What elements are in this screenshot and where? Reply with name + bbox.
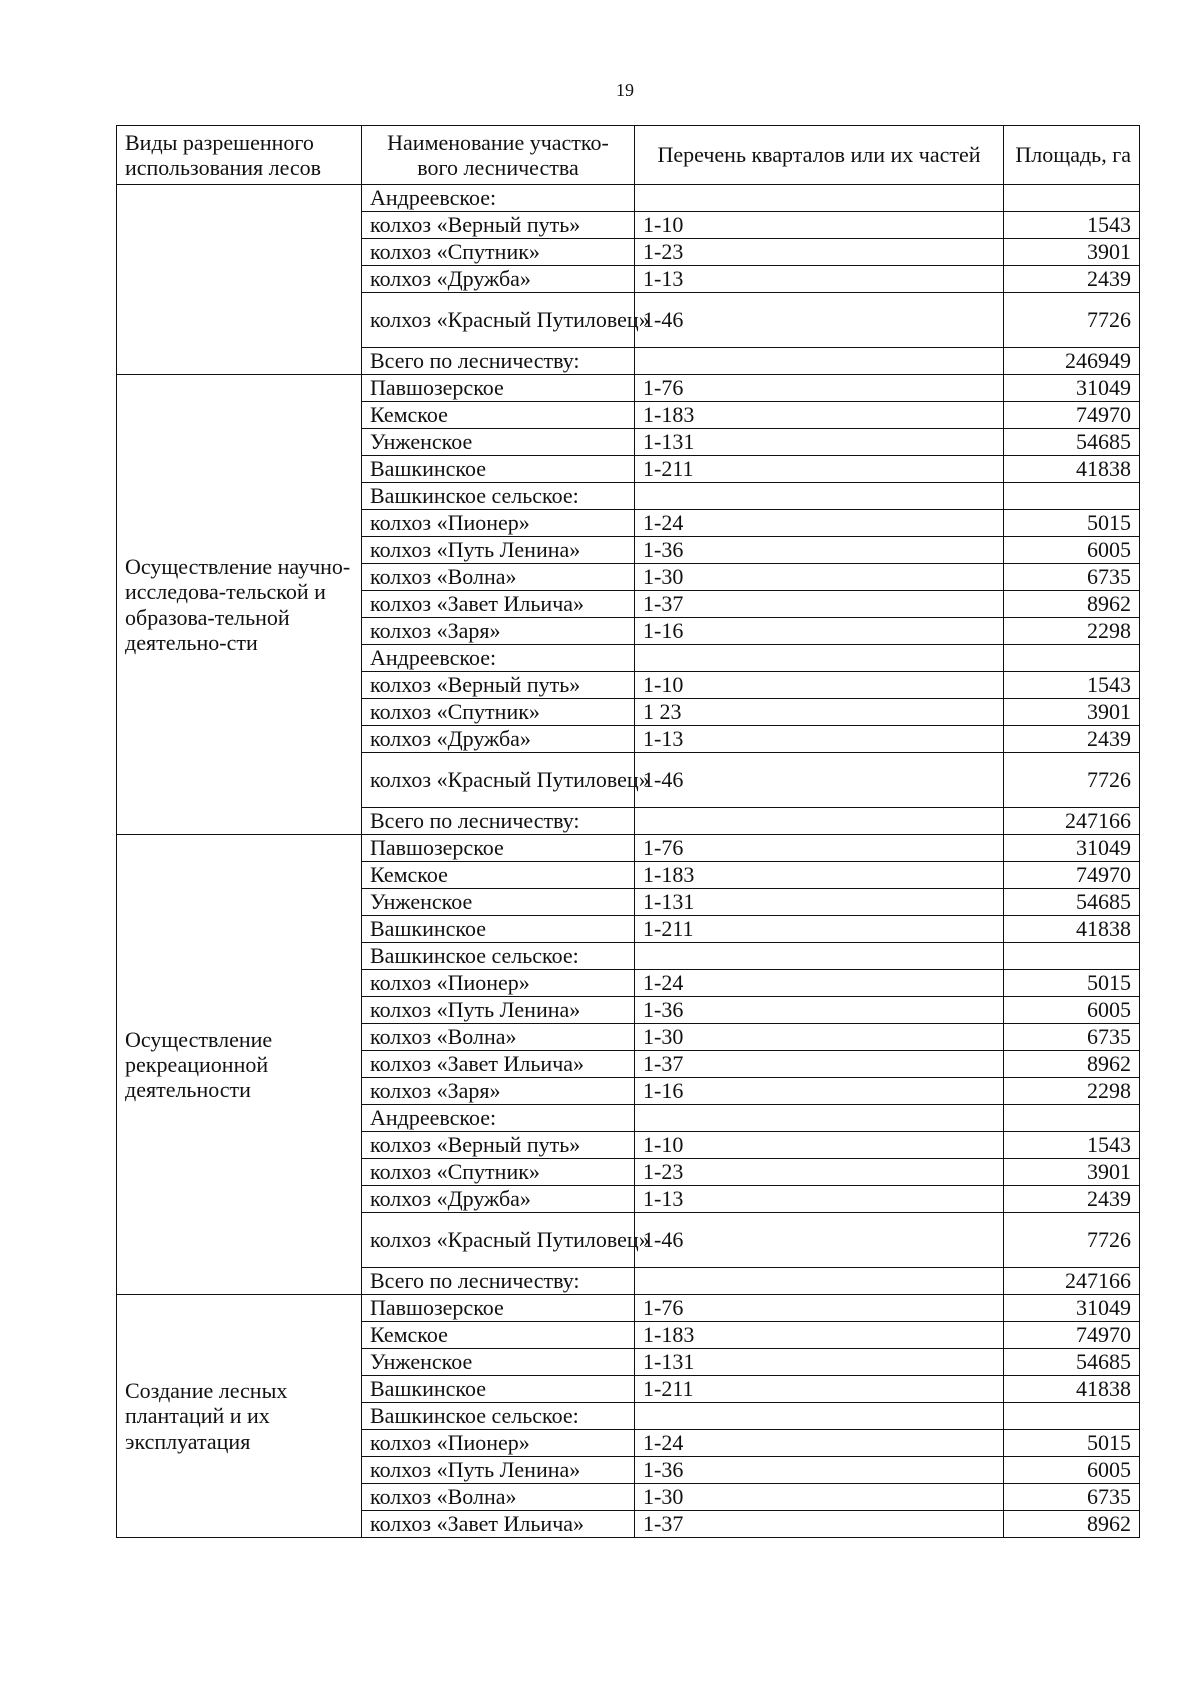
quarters-cell: 1-16: [635, 618, 1004, 645]
area-cell: 74970: [1004, 402, 1140, 429]
quarters-cell: 1-10: [635, 1132, 1004, 1159]
quarters-cell: 1-36: [635, 537, 1004, 564]
forestry-name-cell: колхоз «Пионер»: [362, 970, 635, 997]
forestry-name-cell: Павшозерское: [362, 1295, 635, 1322]
quarters-cell: 1-76: [635, 835, 1004, 862]
header-forestry-name: Наименование участко-вого лесничества: [362, 126, 635, 185]
forestry-name-cell: колхоз «Дружба»: [362, 266, 635, 293]
area-cell: 54685: [1004, 889, 1140, 916]
forestry-name-cell: колхоз «Верный путь»: [362, 1132, 635, 1159]
area-cell: 1543: [1004, 672, 1140, 699]
quarters-cell: 1-183: [635, 862, 1004, 889]
area-cell: 6005: [1004, 1457, 1140, 1484]
quarters-cell: [635, 185, 1004, 212]
area-cell: 6005: [1004, 997, 1140, 1024]
forest-use-table: [116, 125, 1140, 1538]
forestry-name-cell: колхоз «Красный Путиловец»: [362, 753, 635, 808]
forestry-name-cell: колхоз «Пионер»: [362, 1430, 635, 1457]
forestry-name-cell: колхоз «Спутник»: [362, 699, 635, 726]
quarters-cell: 1-10: [635, 212, 1004, 239]
area-cell: 54685: [1004, 429, 1140, 456]
area-cell: 246949: [1004, 348, 1140, 375]
forestry-name-cell: Всего по лесничеству:: [362, 808, 635, 835]
area-cell: 5015: [1004, 970, 1140, 997]
usage-type-cell: Осуществление рекреационной деятельности: [117, 835, 362, 1295]
forestry-name-cell: колхоз «Волна»: [362, 1024, 635, 1051]
usage-type-cell: [117, 185, 362, 375]
quarters-cell: 1-36: [635, 1457, 1004, 1484]
area-cell: 74970: [1004, 862, 1140, 889]
forestry-name-cell: Кемское: [362, 1322, 635, 1349]
quarters-cell: [635, 348, 1004, 375]
area-cell: 7726: [1004, 1213, 1140, 1268]
quarters-cell: 1-76: [635, 1295, 1004, 1322]
forestry-name-cell: Павшозерское: [362, 375, 635, 402]
forestry-name-cell: колхоз «Пионер»: [362, 510, 635, 537]
quarters-cell: [635, 943, 1004, 970]
quarters-cell: 1-24: [635, 970, 1004, 997]
quarters-cell: 1-37: [635, 591, 1004, 618]
forestry-name-cell: колхоз «Заря»: [362, 1078, 635, 1105]
area-cell: 2439: [1004, 1186, 1140, 1213]
quarters-cell: 1-46: [635, 293, 1004, 348]
area-cell: 7726: [1004, 753, 1140, 808]
quarters-cell: 1-131: [635, 1349, 1004, 1376]
area-cell: 1543: [1004, 212, 1140, 239]
area-cell: 7726: [1004, 293, 1140, 348]
forestry-name-cell: Вашкинское сельское:: [362, 1403, 635, 1430]
table-body: [117, 185, 1140, 1538]
quarters-cell: 1-183: [635, 402, 1004, 429]
quarters-cell: 1-13: [635, 1186, 1004, 1213]
forestry-name-cell: колхоз «Дружба»: [362, 1186, 635, 1213]
table-row: [117, 375, 1140, 402]
quarters-cell: 1 23: [635, 699, 1004, 726]
usage-type-cell: Создание лесных плантаций и их эксплуатация: [117, 1295, 362, 1538]
forestry-name-cell: колхоз «Красный Путиловец»: [362, 293, 635, 348]
area-cell: 6735: [1004, 564, 1140, 591]
area-cell: 6735: [1004, 1484, 1140, 1511]
area-cell: 2439: [1004, 726, 1140, 753]
header-row: [117, 126, 1140, 185]
quarters-cell: 1-30: [635, 564, 1004, 591]
quarters-cell: 1-13: [635, 266, 1004, 293]
quarters-cell: 1-16: [635, 1078, 1004, 1105]
forestry-name-cell: Унженское: [362, 889, 635, 916]
area-cell: [1004, 645, 1140, 672]
quarters-cell: 1-211: [635, 1376, 1004, 1403]
quarters-cell: 1-24: [635, 510, 1004, 537]
area-cell: 5015: [1004, 1430, 1140, 1457]
forestry-name-cell: Вашкинское: [362, 1376, 635, 1403]
area-cell: 247166: [1004, 808, 1140, 835]
forestry-name-cell: колхоз «Дружба»: [362, 726, 635, 753]
forestry-name-cell: Вашкинское: [362, 916, 635, 943]
quarters-cell: 1-46: [635, 753, 1004, 808]
quarters-cell: 1-24: [635, 1430, 1004, 1457]
area-cell: 31049: [1004, 835, 1140, 862]
forestry-name-cell: колхоз «Красный Путиловец»: [362, 1213, 635, 1268]
forestry-name-cell: колхоз «Путь Ленина»: [362, 1457, 635, 1484]
forestry-name-cell: колхоз «Завет Ильича»: [362, 1051, 635, 1078]
area-cell: 54685: [1004, 1349, 1140, 1376]
quarters-cell: 1-23: [635, 1159, 1004, 1186]
quarters-cell: 1-30: [635, 1024, 1004, 1051]
forestry-name-cell: Унженское: [362, 1349, 635, 1376]
forestry-name-cell: колхоз «Заря»: [362, 618, 635, 645]
forestry-name-cell: Вашкинское сельское:: [362, 943, 635, 970]
forestry-name-cell: Андреевское:: [362, 1105, 635, 1132]
quarters-cell: [635, 1268, 1004, 1295]
quarters-cell: 1-131: [635, 889, 1004, 916]
quarters-cell: [635, 808, 1004, 835]
area-cell: 31049: [1004, 375, 1140, 402]
area-cell: 3901: [1004, 239, 1140, 266]
forestry-name-cell: колхоз «Путь Ленина»: [362, 537, 635, 564]
quarters-cell: 1-211: [635, 916, 1004, 943]
area-cell: 3901: [1004, 699, 1140, 726]
area-cell: 247166: [1004, 1268, 1140, 1295]
quarters-cell: [635, 645, 1004, 672]
forestry-name-cell: колхоз «Спутник»: [362, 1159, 635, 1186]
forestry-name-cell: колхоз «Волна»: [362, 1484, 635, 1511]
quarters-cell: 1-23: [635, 239, 1004, 266]
table-row: [117, 1295, 1140, 1322]
forestry-name-cell: Унженское: [362, 429, 635, 456]
forestry-name-cell: Кемское: [362, 862, 635, 889]
forestry-name-cell: Всего по лесничеству:: [362, 348, 635, 375]
area-cell: [1004, 1403, 1140, 1430]
area-cell: 31049: [1004, 1295, 1140, 1322]
quarters-cell: 1-76: [635, 375, 1004, 402]
area-cell: 3901: [1004, 1159, 1140, 1186]
forestry-name-cell: колхоз «Спутник»: [362, 239, 635, 266]
area-cell: 1543: [1004, 1132, 1140, 1159]
usage-type-cell: Осуществление научно-исследова-тельской и образова-тельной деятельно-сти: [117, 375, 362, 835]
area-cell: [1004, 185, 1140, 212]
area-cell: 8962: [1004, 1511, 1140, 1538]
area-cell: 2298: [1004, 1078, 1140, 1105]
area-cell: 6735: [1004, 1024, 1140, 1051]
area-cell: 2298: [1004, 618, 1140, 645]
forestry-name-cell: Андреевское:: [362, 185, 635, 212]
header-usage-type: Виды разрешенного использования лесов: [117, 126, 362, 185]
forestry-name-cell: Вашкинское сельское:: [362, 483, 635, 510]
quarters-cell: 1-10: [635, 672, 1004, 699]
area-cell: 8962: [1004, 591, 1140, 618]
header-area: Площадь, га: [1004, 126, 1140, 185]
quarters-cell: 1-131: [635, 429, 1004, 456]
forestry-name-cell: Павшозерское: [362, 835, 635, 862]
quarters-cell: 1-30: [635, 1484, 1004, 1511]
forestry-name-cell: колхоз «Волна»: [362, 564, 635, 591]
area-cell: [1004, 483, 1140, 510]
quarters-cell: 1-13: [635, 726, 1004, 753]
area-cell: 74970: [1004, 1322, 1140, 1349]
area-cell: 41838: [1004, 916, 1140, 943]
quarters-cell: 1-37: [635, 1511, 1004, 1538]
forestry-name-cell: Всего по лесничеству:: [362, 1268, 635, 1295]
forestry-name-cell: Кемское: [362, 402, 635, 429]
quarters-cell: 1-183: [635, 1322, 1004, 1349]
forestry-name-cell: Андреевское:: [362, 645, 635, 672]
page-number: 19: [616, 80, 634, 100]
table-row: [117, 835, 1140, 862]
forestry-name-cell: Вашкинское: [362, 456, 635, 483]
quarters-cell: 1-46: [635, 1213, 1004, 1268]
area-cell: 6005: [1004, 537, 1140, 564]
area-cell: 41838: [1004, 1376, 1140, 1403]
area-cell: 41838: [1004, 456, 1140, 483]
quarters-cell: 1-211: [635, 456, 1004, 483]
forestry-name-cell: колхоз «Верный путь»: [362, 672, 635, 699]
quarters-cell: [635, 483, 1004, 510]
forestry-name-cell: колхоз «Верный путь»: [362, 212, 635, 239]
forestry-name-cell: колхоз «Завет Ильича»: [362, 1511, 635, 1538]
forestry-name-cell: колхоз «Путь Ленина»: [362, 997, 635, 1024]
area-cell: [1004, 943, 1140, 970]
quarters-cell: 1-36: [635, 997, 1004, 1024]
area-cell: 8962: [1004, 1051, 1140, 1078]
area-cell: 5015: [1004, 510, 1140, 537]
forestry-name-cell: колхоз «Завет Ильича»: [362, 591, 635, 618]
quarters-cell: [635, 1403, 1004, 1430]
header-quarters-list: Перечень кварталов или их частей: [635, 126, 1004, 185]
table-row: [117, 185, 1140, 212]
area-cell: 2439: [1004, 266, 1140, 293]
quarters-cell: [635, 1105, 1004, 1132]
area-cell: [1004, 1105, 1140, 1132]
quarters-cell: 1-37: [635, 1051, 1004, 1078]
